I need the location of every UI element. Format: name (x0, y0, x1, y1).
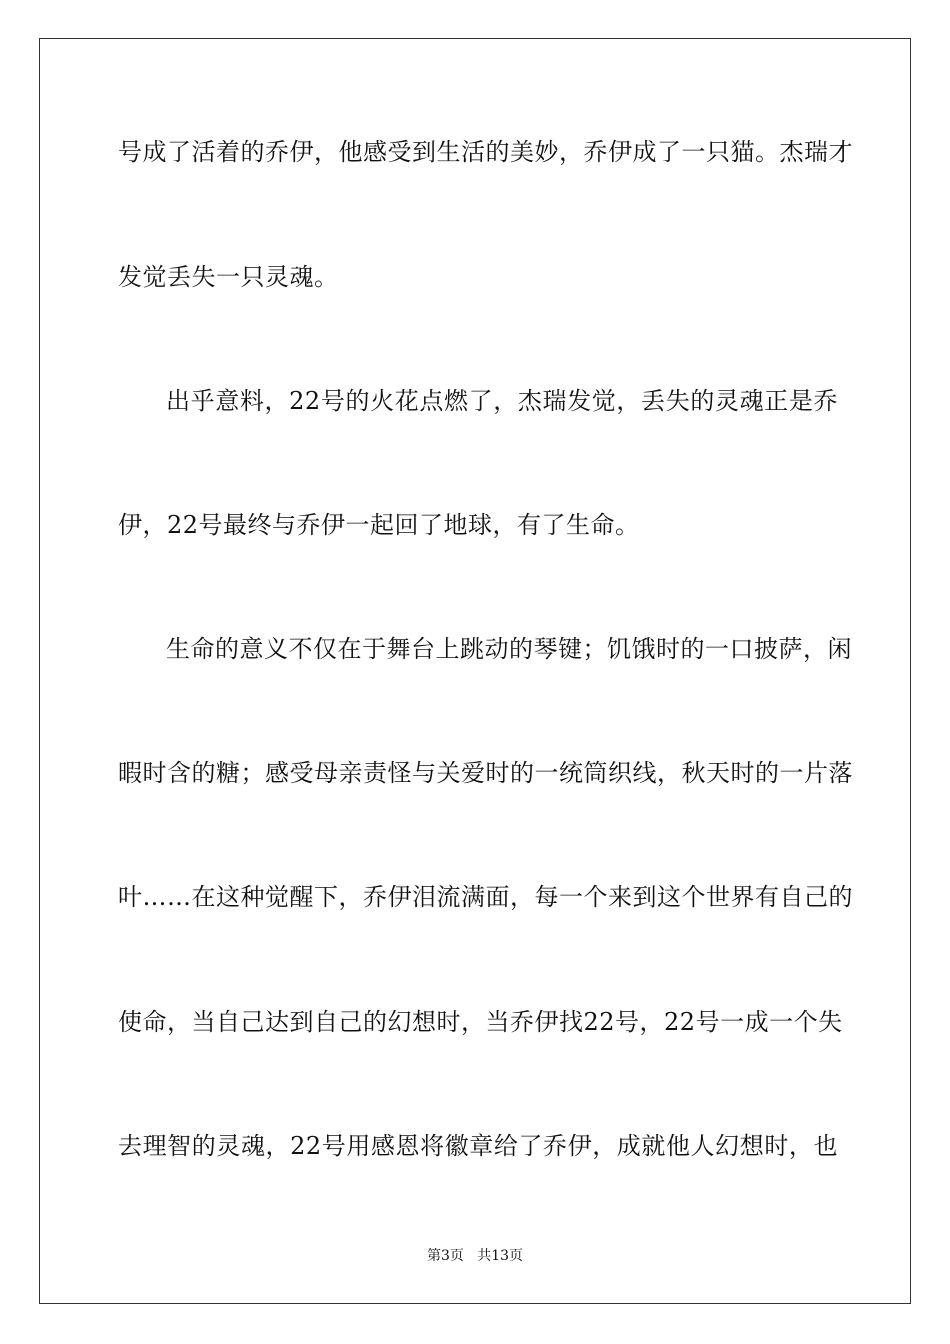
text-line: 暇时含的糖；感受母亲责怪与关爱时的一统筒织线，秋天时的一片落 (118, 759, 853, 787)
page-border (39, 38, 911, 1304)
text-line: 号成了活着的乔伊，他感受到生活的美妙，乔伊成了一只猫。杰瑞才 (118, 138, 853, 166)
text-line: 使命，当自己达到自己的幻想时，当乔伊找22号，22号一成一个失 (118, 1008, 843, 1036)
text-line: 去理智的灵魂，22号用感恩将徽章给了乔伊，成就他人幻想时，也 (118, 1132, 838, 1160)
text-line: 发觉丢失一只灵魂。 (118, 263, 339, 291)
text-line: 伊，22号最终与乔伊一起回了地球，有了生命。 (118, 511, 640, 539)
text-line: 叶……在这种觉醒下，乔伊泪流满面，每一个来到这个世界有自己的 (118, 883, 853, 911)
text-line: 出乎意料，22号的火花点燃了，杰瑞发觉，丢失的灵魂正是乔 (166, 387, 838, 415)
page-number: 第3页 共13页 (426, 1248, 524, 1264)
text-line: 生命的意义不仅在于舞台上跳动的琴键；饥饿时的一口披萨，闲 (166, 635, 852, 663)
